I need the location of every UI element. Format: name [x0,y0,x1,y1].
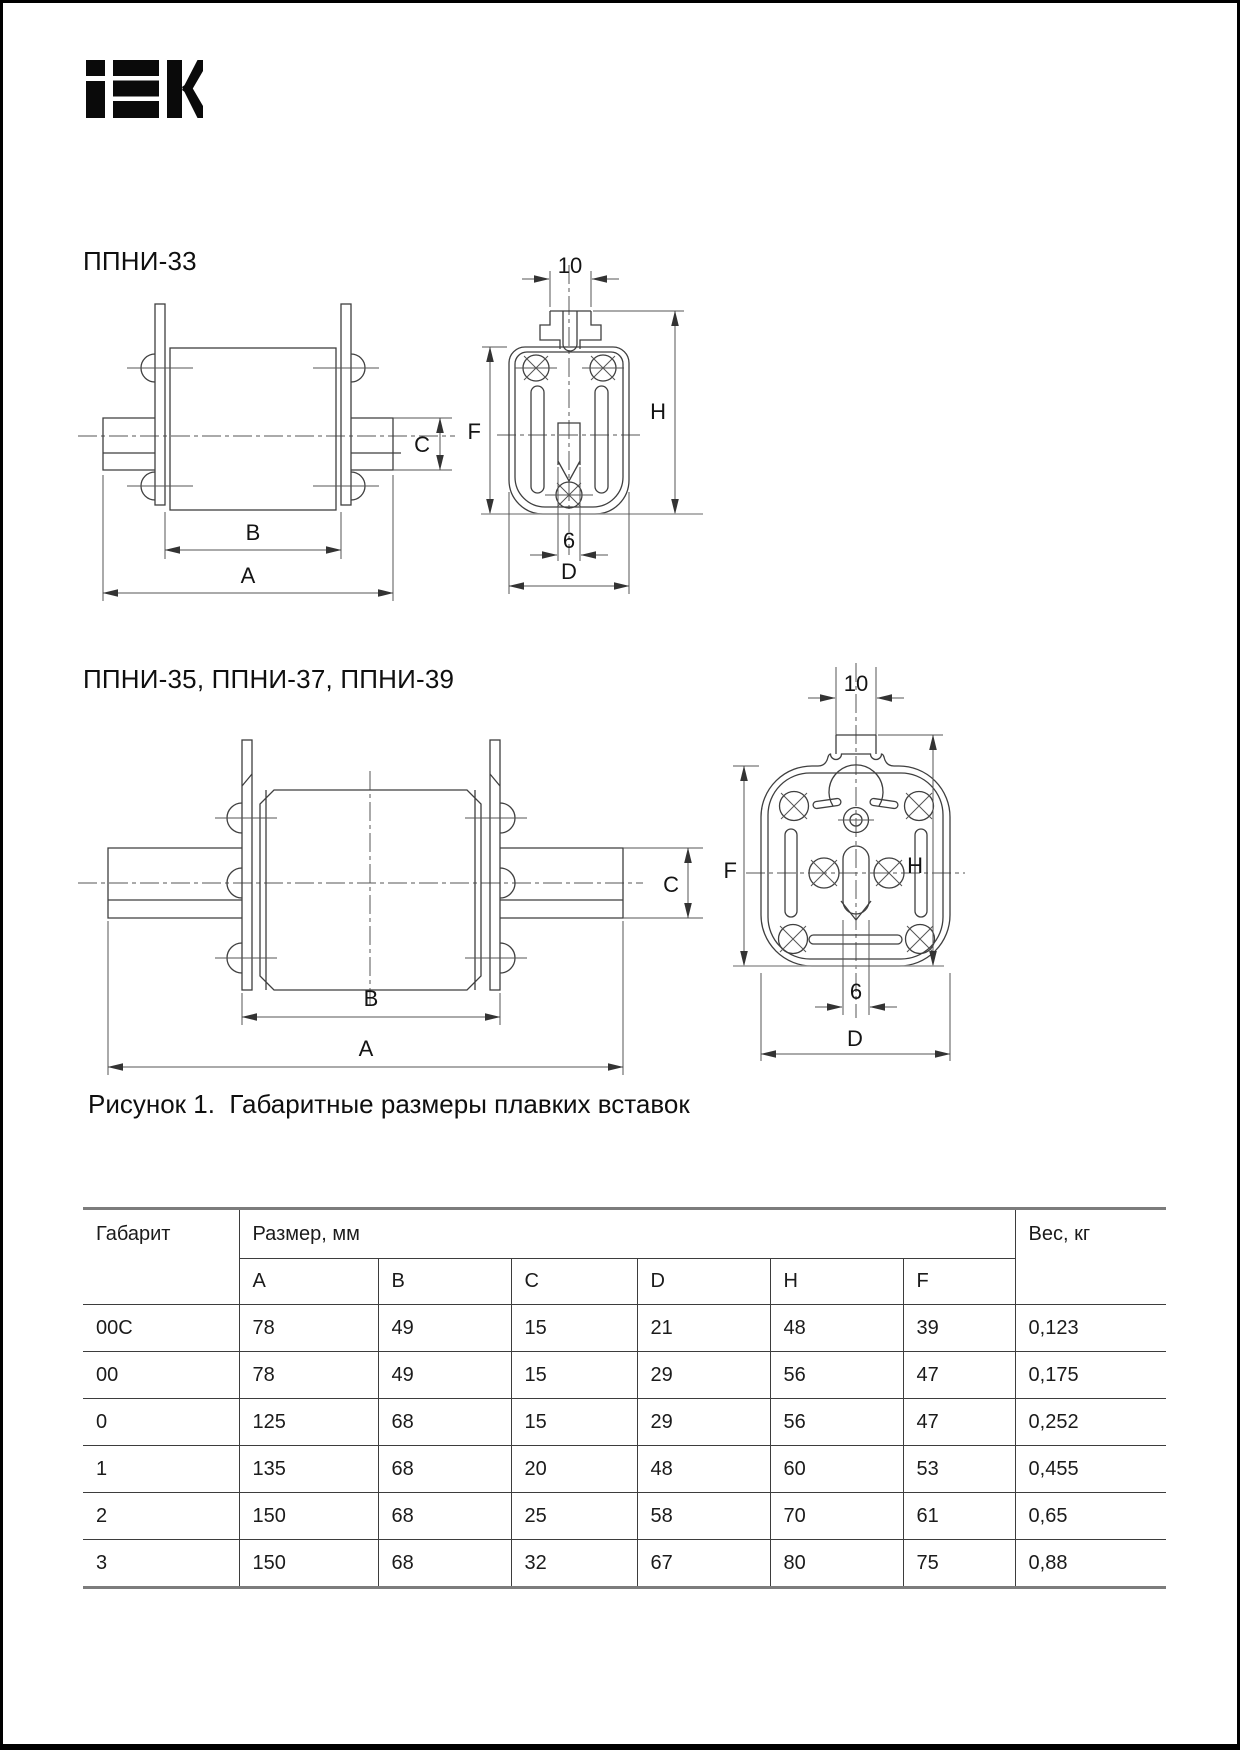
cell-f: 61 [903,1493,1015,1540]
dim-label-b: B [363,986,379,1011]
dim-label-b: B [245,520,261,545]
cell-b: 68 [378,1493,511,1540]
cell-b: 49 [378,1352,511,1399]
cell-weight: 0,65 [1015,1493,1166,1540]
fuse-body-outline [170,348,336,510]
top-slot [870,798,899,809]
dim-label-blade-width: 10 [557,253,583,278]
dim-label-a: A [240,563,256,588]
table-subheader-row [83,1259,1166,1305]
table-row [83,1399,1166,1446]
dimensional-drawings [3,3,1240,1123]
dim-label-d: D [561,559,577,584]
cell-h: 70 [770,1493,903,1540]
cell-a: 150 [239,1493,378,1540]
cell-c: 25 [511,1493,637,1540]
table-row [83,1540,1166,1588]
cell-d: 67 [637,1540,770,1588]
cell-d: 48 [637,1446,770,1493]
cell-c: 15 [511,1352,637,1399]
cell-h: 48 [770,1305,903,1352]
dim-label-blade-width: 10 [843,671,869,696]
cell-f: 47 [903,1399,1015,1446]
cell-b: 68 [378,1540,511,1588]
cell-b: 49 [378,1305,511,1352]
cell-a: 78 [239,1352,378,1399]
table-row [83,1446,1166,1493]
cell-a: 125 [239,1399,378,1446]
indicator-tab [490,740,500,990]
blade-tab [540,311,601,351]
cell-c: 15 [511,1399,637,1446]
cell-weight: 0,123 [1015,1305,1166,1352]
cell-f: 47 [903,1352,1015,1399]
cell-gabarit: 2 [83,1493,239,1540]
grip-lugs [227,803,515,973]
col-header-c: C [511,1259,637,1305]
dim-label-h: H [907,853,923,878]
dimensions-table [83,1207,1166,1589]
col-header-weight: Вес, кг [1015,1209,1166,1305]
cell-f: 39 [903,1305,1015,1352]
fig1-front-view [468,253,703,594]
right-blade-contact [351,418,401,470]
figure2-title: ППНИ-35, ППНИ-37, ППНИ-39 [83,664,455,694]
cell-h: 80 [770,1540,903,1588]
dim-label-slot-width: 6 [562,528,576,553]
cell-h: 56 [770,1399,903,1446]
col-header-b: B [378,1259,511,1305]
cell-gabarit: 3 [96,1551,108,1574]
cell-f: 53 [903,1446,1015,1493]
side-slot [531,386,544,493]
dim-label-f: F [467,419,481,444]
cell-f: 75 [903,1540,1015,1588]
dim-label-f: F [723,858,737,883]
left-blade-contact [103,418,155,470]
cell-gabarit: 00 [83,1352,239,1399]
indicator-tab [155,304,165,505]
cell-weight: 0,175 [1015,1352,1166,1399]
grip-lugs [141,354,365,500]
col-header-a: A [239,1259,378,1305]
indicator-tab [242,740,252,990]
fig2-side-view [78,740,703,1075]
table-row [83,1493,1166,1540]
col-header-size-group: Размер, мм [239,1209,1015,1259]
side-slot [595,386,608,493]
col-header-gabarit: Габарит [83,1209,239,1305]
dim-label-c: C [414,432,430,457]
cell-d: 29 [637,1399,770,1446]
fig1-side-view [78,304,455,601]
cell-a: 150 [239,1540,378,1588]
cell-gabarit: 00C [83,1305,239,1352]
table-row [83,1305,1166,1352]
cell-b: 68 [378,1399,511,1446]
col-header-d: D [637,1259,770,1305]
cell-d: 21 [637,1305,770,1352]
figure-caption: Рисунок 1. Габаритные размеры плавких вставок [88,1089,690,1119]
cell-a: 78 [239,1305,378,1352]
table-header-row [83,1209,1166,1259]
cell-c: 15 [511,1305,637,1352]
cell-d: 29 [637,1352,770,1399]
cell-b: 68 [378,1446,511,1493]
top-slot [813,798,842,809]
cell-h: 56 [770,1352,903,1399]
cell-gabarit: 1 [83,1446,239,1493]
table-row [83,1352,1166,1399]
lug-tick-lines [215,818,527,958]
col-header-h: H [770,1259,903,1305]
tab-chamfers [242,774,500,786]
indicator-tab [341,304,351,505]
dim-label-h: H [650,399,666,424]
figure1-title: ППНИ-33 [83,246,197,276]
cell-gabarit: 0 [83,1399,239,1446]
cell-d: 58 [637,1493,770,1540]
fig2-front-view [724,663,965,1061]
cell-weight: 0,88 [1015,1540,1166,1588]
dim-label-c: C [663,872,679,897]
cell-h: 60 [770,1446,903,1493]
dim-label-slot-width: 6 [849,979,863,1004]
cell-c: 20 [511,1446,637,1493]
cell-a: 135 [239,1446,378,1493]
cell-weight: 0,252 [1015,1399,1166,1446]
dim-label-a: A [358,1036,374,1061]
dim-label-d: D [847,1026,863,1051]
cell-c: 32 [511,1540,637,1588]
cell-weight: 0,455 [1015,1446,1166,1493]
col-header-f: F [903,1259,1015,1305]
